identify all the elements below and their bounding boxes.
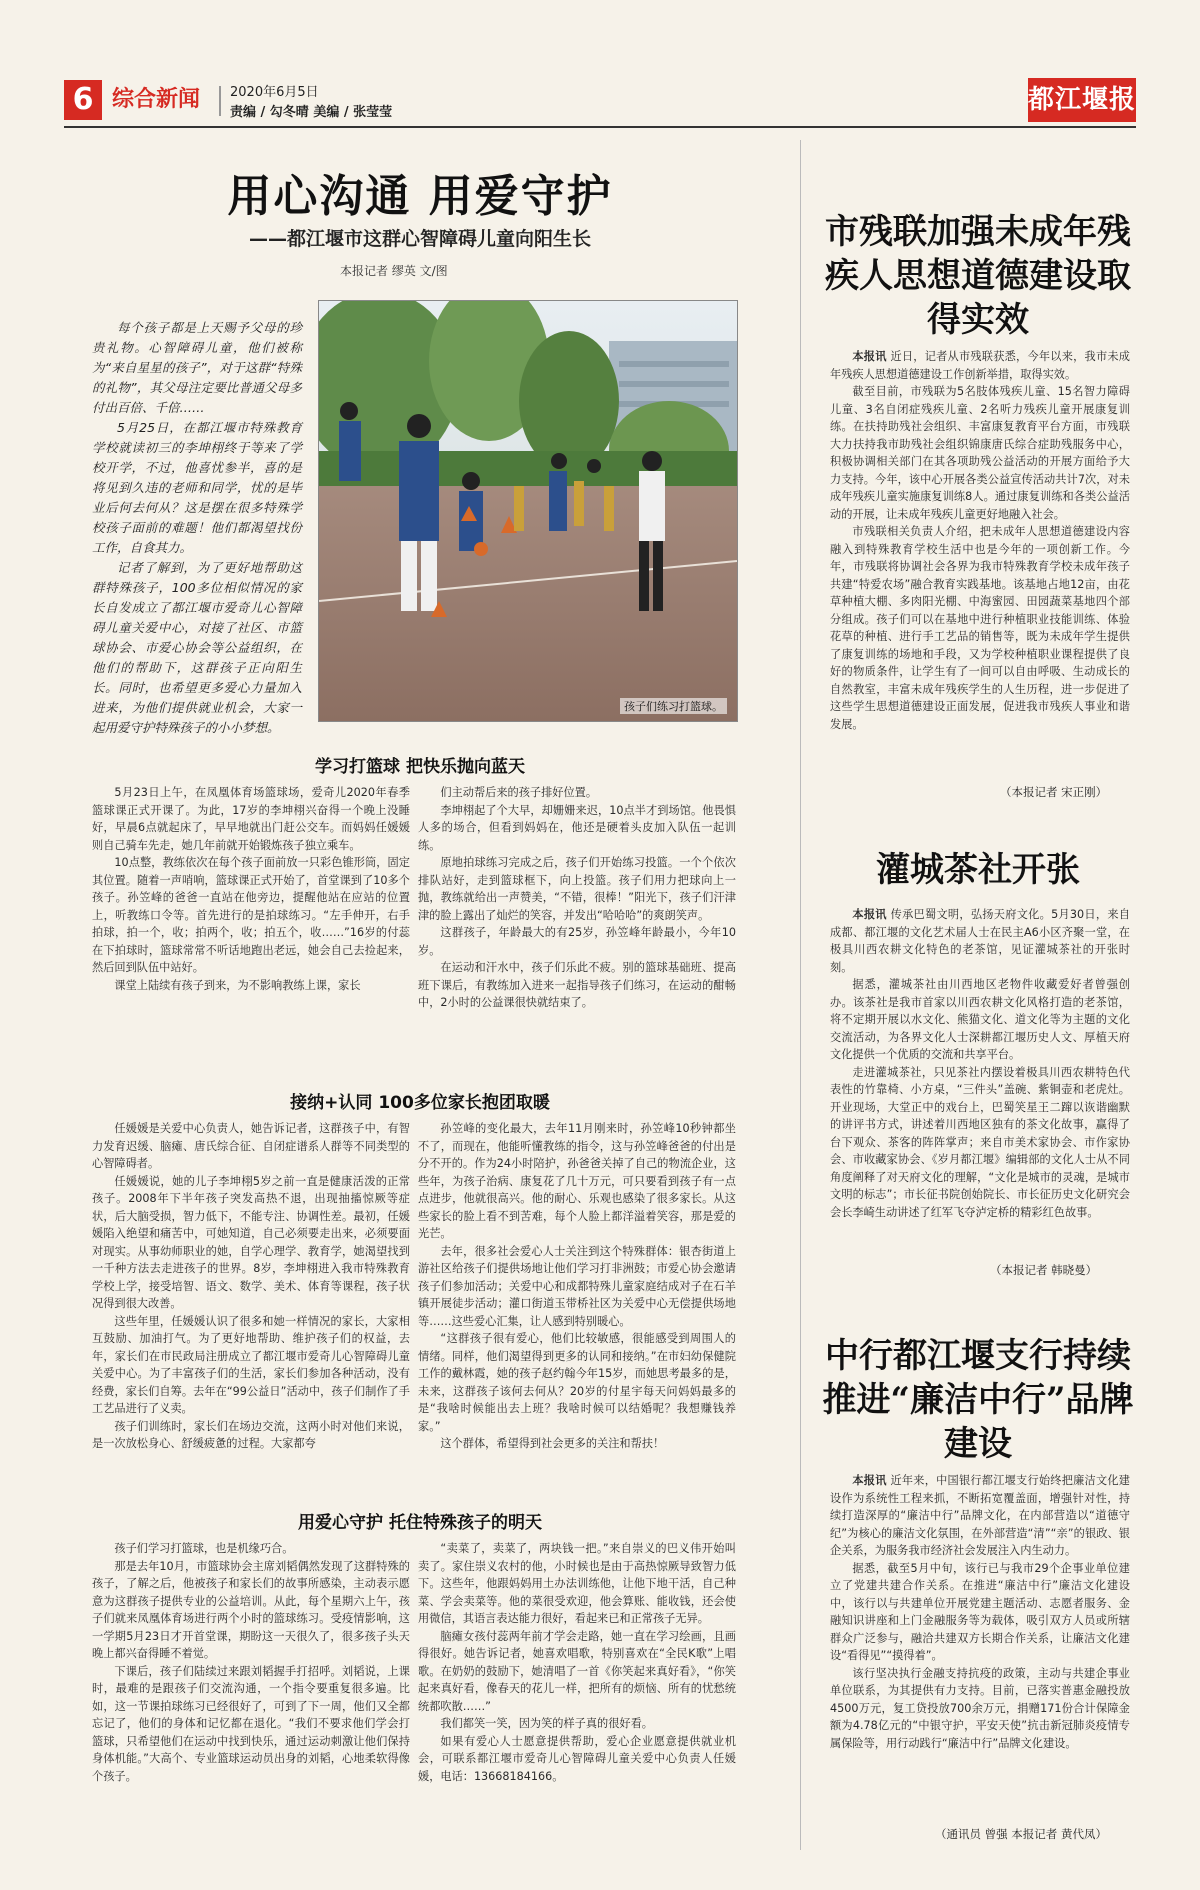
right-article-body [830, 906, 1130, 1248]
paragraph: 任媛媛说，她的儿子李坤栩5岁之前一直是健康活泼的正常孩子。2008年下半年孩子突发高热不退，出现抽搐惊厥等症状，后大脑受损，智力低下，不能专注、协调性差。最初，任媛媛陷入绝望和痛苦中，可她知道，自己必须要走出来，必须要面对现实。从事幼师职业的她，自学心理学、教育学，她渴望找到一千种方法去走进孩子的世界。8岁，李坤栩进入我市特殊教育学校上学，接受培智、语文、数学、美术、体育等课程，孩子状况得到很大改善。 [92, 1174, 410, 1310]
main-byline: 本报记者 缪英 文/图 [340, 264, 448, 278]
right-article-headline: 中行都江堰支行持续推进“廉洁中行”品牌建设 [822, 1336, 1134, 1464]
page-number: 6 [64, 80, 102, 120]
paragraph [830, 348, 1130, 383]
paragraph [830, 1472, 1130, 1560]
paragraph: “这群孩子很有爱心，他们比较敏感，很能感受到周围人的情绪。同样，他们渴望得到更多的认同和接纳。”在市妇幼保健院工作的戴林霞，她的孩子赵约翰今年15岁，而她思考最多的是，未来，这群孩子该何去何从？20岁的付星宇每天问妈妈最多的是“我啥时候能出去上班？我啥时候可以结婚呢？我想赚钱养家。” [418, 1332, 736, 1433]
paragraph-text: 传承巴蜀文明，弘扬天府文化。5月30日，来自成都、都江堰的文化艺术届人士在民主A6小区齐聚一堂，在极具川西农耕文化特色的老茶馆，见证灌城茶社的开张时刻。 [830, 908, 1130, 974]
paper-logo: 都江堰报 [1028, 78, 1136, 122]
right-article-body [830, 348, 1130, 778]
lead-text [92, 318, 302, 738]
photo-caption: 孩子们练习打篮球。 [620, 698, 727, 714]
section-heading: 学习打篮球 把快乐抛向蓝天 [315, 757, 525, 777]
paragraph-text: 近日，记者从市残联获悉，今年以来，我市未成年残疾人思想道德建设工作创新举措，取得实效。 [830, 350, 1130, 381]
issue-date: 2020年6月5日 [230, 85, 319, 100]
lead-paragraph: 记者了解到，为了更好地帮助这群特殊孩子，100多位相似情况的家长自发成立了都江堰市爱奇儿心智障碍儿童关爱中心，对接了社区、市篮球协会、市爱心协会等公益组织，在他们的帮助下，这群孩子正向阳生长。同时，也希望更多爱心力量加入进来，为他们提供就业机会，大家一起用爱守护特殊孩子的小小梦想。 [92, 560, 302, 735]
header-rule [64, 126, 1136, 128]
paragraph: 那是去年10月，市篮球协会主席刘韬偶然发现了这群特殊的孩子，了解之后，他被孩子和家长们的故事所感染，主动表示愿意为这群孩子提供专业的公益培训。从此，每个星期六上午，孩子们就来凤凰体育场进行两个小时的篮球练习。受疫情影响，这一学期5月23日才开首堂课，期盼这一天很久了，很多孩子头天晚上都兴奋得睡不着觉。 [92, 1559, 410, 1660]
page-header [64, 78, 1136, 122]
byline-signature: （通讯员 曾强 本报记者 黄代凤） [935, 1827, 1107, 1841]
paragraph: 走进灌城茶社，只见茶社内摆设着极具川西农耕特色代表性的竹靠椅、小方桌，“三件头”盖碗、紫铜壶和老虎灶。开业现场，大堂正中的戏台上，巴蜀笑星王二蹿以诙谐幽默的讲评书方式，讲述着川西地区独有的茶文化故事，赢得了台下观众、茶客的阵阵掌声；来自市美术家协会、市作家协会、市收藏家协会、《岁月都江堰》编辑部的文化人士从不同角度阐释了对天府文化的理解，“文化是城市的灵魂，是城市文明的标志”；市长征书院创始院长、市长征历史文化研究会会长李崎生动讲述了红军飞夺泸定桥的精彩红色故事。 [830, 1065, 1130, 1219]
news-tag: 本报讯 [852, 350, 887, 363]
main-headline: 用心沟通 用爱守护 [227, 171, 613, 222]
paragraph: 李坤栩起了个大早，却姗姗来迟，10点半才到场馆。他畏惧人多的场合，但看到妈妈在，他还是硬着头皮加入队伍一起训练。 [418, 803, 736, 852]
article-column [92, 1120, 410, 1488]
news-tag: 本报讯 [852, 1474, 887, 1487]
right-article-headline: 市残联加强未成年残疾人思想道德建设取得实效 [825, 212, 1131, 340]
article-column [418, 1120, 736, 1488]
news-tag: 本报讯 [852, 908, 887, 921]
paragraph: 孩子们学习打篮球，也是机缘巧合。 [114, 1542, 294, 1555]
byline-signature: （本报记者 宋正刚） [1000, 785, 1108, 799]
paragraph: 任媛媛是关爱中心负责人，她告诉记者，这群孩子中，有智力发育迟缓、脑瘫、唐氏综合征、自闭症谱系人群等不同类型的心智障碍者。 [92, 1122, 410, 1170]
article-column [418, 1540, 736, 1840]
paragraph: 据悉，灌城茶社由川西地区老物件收藏爱好者曾强创办。该茶社是我市首家以川西农耕文化风格打造的老茶馆，将不定期开展以水文化、熊猫文化、道文化等为主题的文化交流活动，为各界文化人士深耕都江堰历史人文、厚植天府文化提供一个优质的交流和共享平台。 [830, 978, 1130, 1061]
paragraph: 5月23日上午，在凤凰体育场篮球场，爱奇儿2020年春季篮球课正式开课了。为此，17岁的李坤栩兴奋得一个晚上没睡好，早晨6点就起床了，早早地就出门赶公交车。而妈妈任媛媛则自己骑车先走，她几年前就开始锻炼孩子独立乘车。 [92, 786, 410, 852]
paragraph: 原地拍球练习完成之后，孩子们开始练习投篮。一个个依次排队站好，走到篮球框下，向上投篮。孩子们用力把球向上一抛，教练就给出一声赞美，“不错，很棒！”阳光下，孩子们汗津津的脸上露出了灿烂的笑容，并发出“哈哈哈”的爽朗笑声。 [418, 856, 736, 922]
paragraph: 这个群体，希望得到社会更多的关注和帮扶！ [440, 1437, 665, 1450]
paragraph: 脑瘫女孩付蕊两年前才学会走路，她一直在学习绘画，且画得很好。她告诉记者，她喜欢唱歌，特别喜欢在“全民K歌”上唱歌。在奶奶的鼓励下，她清唱了一首《你笑起来真好看》，“你笑起来真好看，像春天的花儿一样，把所有的烦恼、所有的忧愁统统都吹散……” [418, 1629, 736, 1713]
article-column [418, 784, 736, 1074]
paragraph: 截至目前，市残联为5名肢体残疾儿童、15名智力障碍儿童、3名自闭症残疾儿童、2名听力残疾儿童开展康复训练。在扶持助残社会组织、丰富康复教育平台方面，市残联大力扶持我市助残社会组织锦康唐氏综合症助残服务中心，积极协调相关部门在其各项助残公益活动的开展方面给予大力支持。今年，该中心开展各类公益宣传活动共计7次，对未成年残疾儿童实施康复训练8人。通过康复训练和各类公益活动的开展，让未成年残疾儿童更好地融入社会。 [830, 385, 1130, 521]
paragraph: 在运动和汗水中，孩子们乐此不疲。别的篮球基础班、提高班下课后，有教练加入进来一起指导孩子们练习，在运动的酣畅中，2小时的公益课很快就结束了。 [418, 961, 736, 1009]
paragraph: 课堂上陆续有孩子到来，为不影响教练上课，家长 [114, 978, 361, 992]
basketball-photo [318, 300, 738, 722]
article-column [92, 1540, 410, 1840]
header-divider [219, 86, 221, 116]
section-name: 综合新闻 [112, 87, 201, 112]
editor-credits: 责编 / 勾冬晴 美编 / 张莹莹 [230, 105, 393, 120]
section-heading: 用爱心守护 托住特殊孩子的明天 [298, 1513, 542, 1533]
paragraph-text: 近年来，中国银行都江堰支行始终把廉洁文化建设作为系统性工程来抓，不断拓宽覆盖面，增强针对性，持续打造深厚的“廉洁中行”品牌文化，在内部营造以“道德守纪”为核心的廉洁文化氛围，在外部营造“清”“亲”的银政、银企关系，为服务我市经济社会发展注入内生动力。 [830, 1474, 1130, 1557]
paragraph: “卖菜了，卖菜了，两块钱一把。”来自崇义的巴义伟开始叫卖了。家住崇义农村的他，小时候也是由于高热惊厥导致智力低下。这些年，他跟妈妈用土办法训练他，让他下地干活，自己种菜、学会卖菜等。他的菜很受欢迎，他会算账、能收钱，还会使用微信，其语言表达能力很好，看起来已和正常孩子无异。 [418, 1542, 736, 1625]
main-subheadline: ——都江堰市这群心智障碍儿童向阳生长 [248, 228, 591, 250]
paragraph: 下课后，孩子们陆续过来跟刘韬握手打招呼。刘韬说，上课时，最难的是跟孩子们交流沟通，一个指令要重复很多遍。比如，这一节课拍球练习已经很好了，可到了下一周，他们又全都忘记了，他们的身体和记忆都在退化。“我们不要求他们学会打篮球，只希望他们在运动中找到快乐，通过运动刺激让他们保持身体机能。”大高个、专业篮球运动员出身的刘韬，心地柔软得像个孩子。 [92, 1664, 410, 1783]
right-article-body [830, 1472, 1130, 1818]
byline-signature: （本报记者 韩晓曼） [990, 1263, 1098, 1277]
paragraph [830, 906, 1130, 976]
article-column [92, 784, 410, 1074]
paragraph: 10点整，教练依次在每个孩子面前放一只彩色锥形筒，固定其位置。随着一声哨响，篮球课正式开始了，首堂课到了10多个孩子。孙笠峰的爸爸一直站在他旁边，提醒他站在应站的位置上，听教练口令等。首先进行的是拍球练习。“左手伸开，右手拍球，拍一个，收；拍两个，收；拍五个，收……”16岁的付蕊在下拍球时，篮球常常不听话地跑出老远，她会自己去捡起来，然后回到队伍中站好。 [92, 856, 410, 974]
paragraph: 市残联相关负责人介绍，把未成年人思想道德建设内容融入到特殊教育学校生活中也是今年的一项创新工作。今年，市残联将协调社会各界为我市特殊教育学校未成年孩子共建“特爱农场”融合教育实践基地。该基地占地12亩，由花草种植大棚、多肉阳光棚、中海蜜园、田园蔬菜基地四个部分组成。孩子们可以在基地中进行种植职业技能训练、体验花草的种植、进行手工艺品的销售等，既为未成年学生提供了康复训练的场地和手段，又为学校种植职业课程提供了良好的物质条件，让学生有了一间可以自由呼吸、生动成长的自然教室，丰富未成年残疾学生的人生历程，进一步促进了这些学生思想道德建设正面发展，促进我市残疾人事业和谐发展。 [830, 525, 1130, 731]
paragraph: 如果有爱心人士愿意提供帮助，爱心企业愿意提供就业机会，可联系都江堰市爱奇儿心智障碍儿童关爱中心负责人任媛媛，电话：13668184166。 [418, 1734, 736, 1783]
paragraph: 我们都笑一笑，因为笑的样子真的很好看。 [440, 1717, 653, 1730]
section-heading: 接纳+认同 100多位家长抱团取暖 [290, 1093, 550, 1113]
paragraph: 这些年里，任媛媛认识了很多和她一样情况的家长，大家相互鼓励、加油打气。为了更好地帮助、维护孩子们的权益，去年，家长们在市民政局注册成立了都江堰市爱奇儿心智障碍儿童关爱中心。为了丰富孩子们的生活，家长们参加各种活动，没有经费，家长们自筹。去年在“99公益日”活动中，孩子们制作了手工艺品进行了义卖。 [92, 1314, 410, 1415]
lead-paragraph: 5月25日，在都江堰市特殊教育学校就读初三的李坤栩终于等来了学校开学，不过，他喜忧参半，喜的是将见到久违的老师和同学，忧的是毕业后何去何从？这是摆在很多特殊学校孩子面前的难题！他们都渴望找份工作，自食其力。 [92, 420, 302, 555]
paragraph: 孙笠峰的变化最大，去年11月刚来时，孙笠峰10秒钟都坐不了，而现在，他能听懂教练的指令，这与孙笠峰爸爸的付出是分不开的。作为24小时陪护，孙爸爸关掉了自己的物流企业，这些年，为孩子治病、康复花了几十万元，可只要看到孩子有一点点进步，他就很高兴。他的耐心、乐观也感染了很多家长。从这些家长的脸上看不到苦难，每个人脸上都洋溢着笑容，那是爱的光芒。 [418, 1122, 736, 1240]
column-divider [800, 140, 801, 1850]
paragraph: 去年，很多社会爱心人士关注到这个特殊群体：银杏街道上游社区给孩子们提供场地让他们学习打非洲鼓；市爱心协会邀请孩子们参加活动；关爱中心和成都特殊儿童家庭结成对子在石羊镇开展徒步活动；灌口街道玉带桥社区为关爱中心无偿提供场地等……这些爱心汇集，让人感到特别暖心。 [418, 1244, 736, 1328]
lead-paragraph: 每个孩子都是上天赐予父母的珍贵礼物。心智障碍儿童，他们被称为“来自星星的孩子”，对于这群“特殊的礼物”，其父母注定要比普通父母多付出百倍、千倍…… [92, 320, 302, 415]
paragraph: 这群孩子，年龄最大的有25岁，孙笠峰年龄最小，今年10岁。 [418, 926, 736, 957]
paragraph: 据悉，截至5月中旬，该行已与我市29个企事业单位建立了党建共建合作关系。在推进“廉洁中行”廉洁文化建设中，该行以与共建单位开展党建主题活动、志愿者服务、金融知识讲座和上门金融服务等为载体，吸引双方人员或所辖群众广泛参与，融洽共建双方长期合作关系，让廉洁文化建设“看得见”“摸得着”。 [830, 1561, 1130, 1662]
paragraph: 孩子们训练时，家长们在场边交流，这两小时对他们来说，是一次放松身心、舒缓疲惫的过程。大家都夸 [92, 1419, 410, 1450]
photo-illustration [319, 301, 737, 721]
paragraph: 该行坚决执行金融支持抗疫的政策，主动与共建企事业单位联系，为其提供有力支持。目前，已落实普惠金融投放4500万元，复工贷投放700余万元，捐赠171份合计保障金额为4.78亿元的“中银守护，平安天使”抗击新冠肺炎疫情专属保险等，用行动践行“廉洁中行”品牌文化建设。 [830, 1666, 1130, 1750]
paragraph: 们主动帮后来的孩子排好位置。 [440, 786, 598, 799]
right-article-headline: 灌城茶社开张 [876, 850, 1080, 890]
